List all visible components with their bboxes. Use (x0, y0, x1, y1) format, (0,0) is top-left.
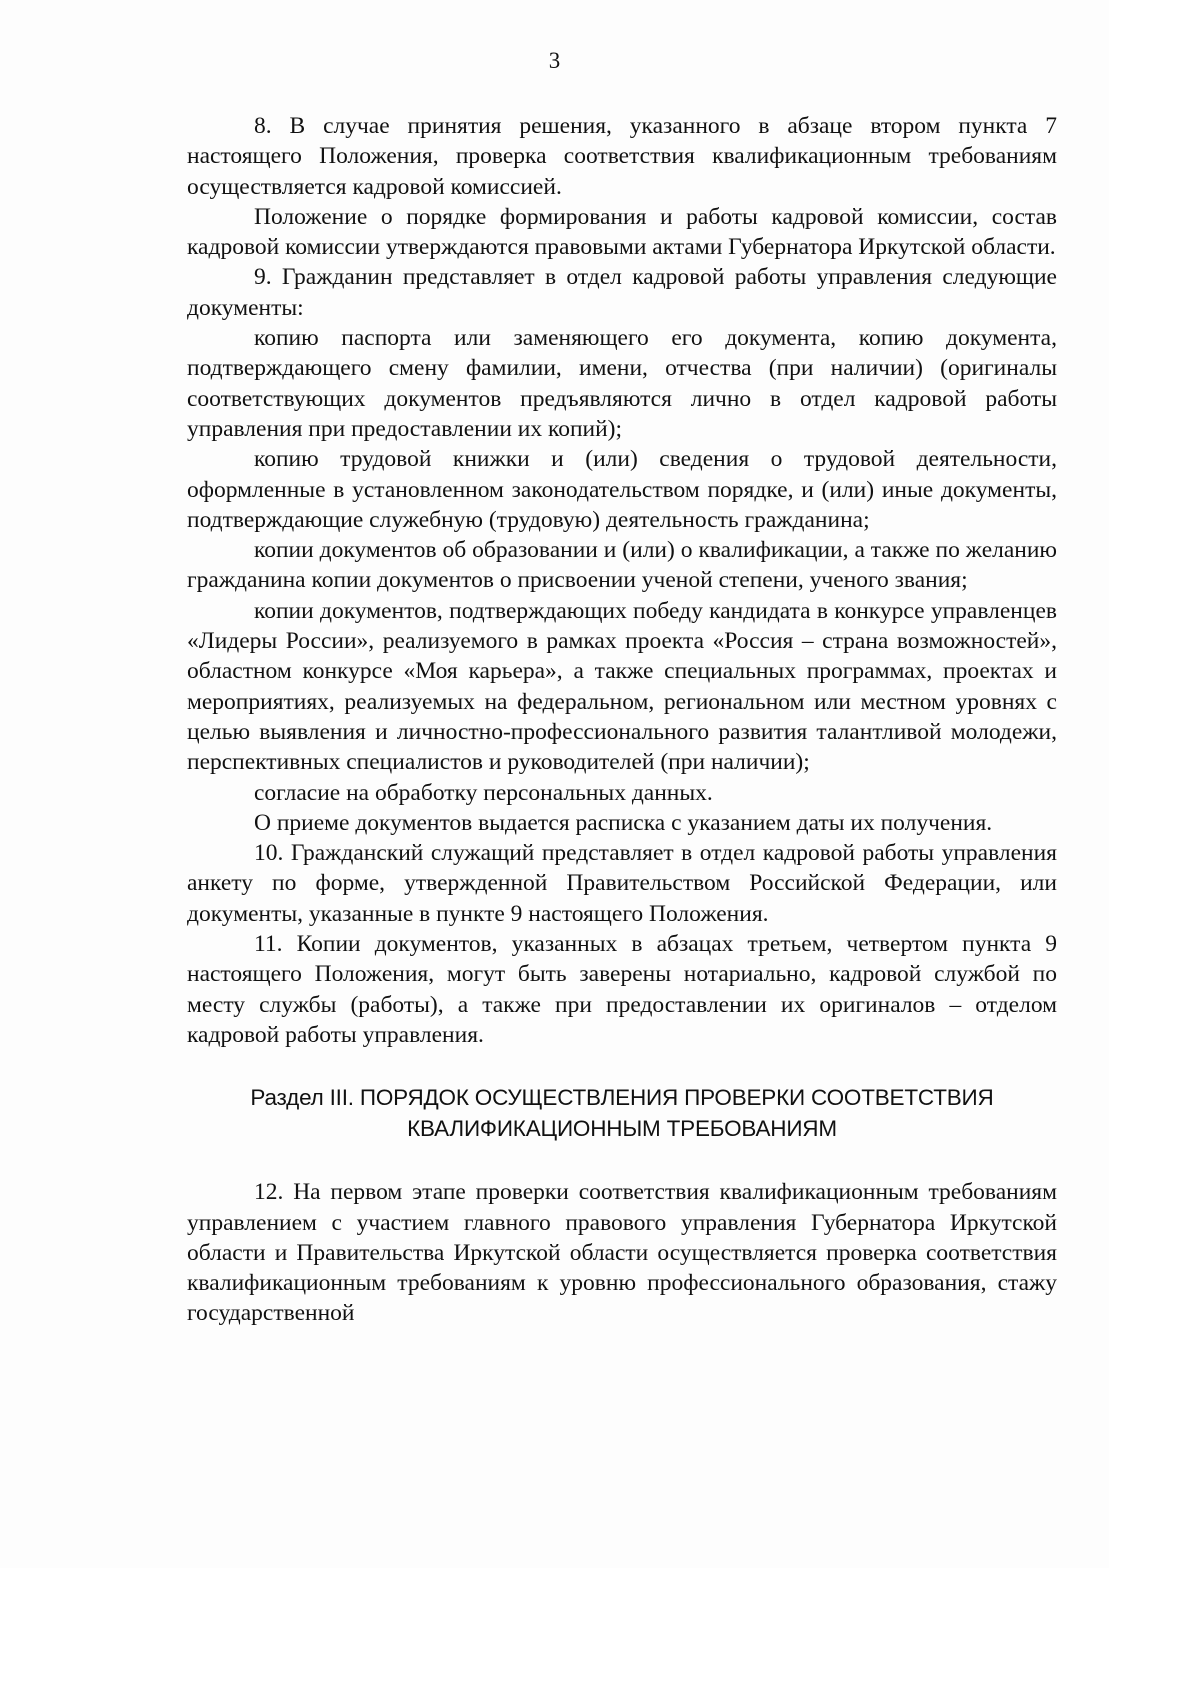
list-item-work-book: копию трудовой книжки и (или) сведения о трудовой деятельности, оформленные в установленном законодательством порядке, и (или) иные документы, подтверждающие служебную (трудовую) деятельность гражданина; (187, 446, 1057, 533)
paragraph-12: 12. На первом этапе проверки соответствия квалификационным требованиям управлением с участием главного правового управления Губернатора Иркутской области и Правительства Иркутской области осуществляется проверка соответствия квалификационным требованиям к уровню профессионального образования, стажу государственной (187, 1179, 1057, 1327)
list-item-contest-docs: копии документов, подтверждающих победу кандидата в конкурсе управленцев «Лидеры России», реализуемого в рамках проекта «Россия – страна возможностей», областном конкурсе «Моя карьера», а также специальных программах, проектах и мероприятиях, реализуемых на федеральном, региональном или местном уровнях с целью выявления и личностно-профессионального развития талантливой молодежи, перспективных специалистов и руководителей (при наличии); (187, 597, 1057, 776)
paragraph-9: 9. Гражданин представляет в отдел кадровой работы управления следующие документы: (187, 264, 1057, 321)
paragraph-8: 8. В случае принятия решения, указанного в абзаце втором пункта 7 настоящего Положения, проверка соответствия квалификационным требованиям осуществляется кадровой комиссией. (187, 113, 1057, 200)
list-item-passport: копию паспорта или заменяющего его документа, копию документа, подтверждающего смену фамилии, имени, отчества (при наличии) (оригиналы соответствующих документов предъявляются лично в отдел кадровой работы управления при предоставлении их копий); (187, 325, 1057, 442)
paragraph-11: 11. Копии документов, указанных в абзацах третьем, четвертом пункта 9 настоящего Положения, могут быть заверены нотариально, кадровой службой по месту службы (работы), а также при предоставлении их оригиналов – отделом кадровой работы управления. (187, 931, 1057, 1048)
paragraph-10: 10. Гражданский служащий представляет в отдел кадровой работы управления анкету по форме, утвержденной Правительством Российской Федерации, или документы, указанные в пункте 9 настоящего Положения. (187, 840, 1057, 927)
section-title-line-1: Раздел III. ПОРЯДОК ОСУЩЕСТВЛЕНИЯ ПРОВЕРКИ СООТВЕТСТВИЯ (250, 1085, 994, 1111)
section-title-line-2: КВАЛИФИКАЦИОННЫМ ТРЕБОВАНИЯМ (407, 1116, 837, 1142)
section-title (187, 1082, 1057, 1144)
document-body (187, 111, 1057, 1329)
paragraph-commission-rules: Положение о порядке формирования и работы кадровой комиссии, состав кадровой комиссии утверждаются правовыми актами Губернатора Иркутской области. (187, 203, 1057, 261)
page-number: 3 (548, 48, 561, 73)
list-item-consent: согласие на обработку персональных данных. (254, 779, 713, 806)
list-item-education: копии документов об образовании и (или) о квалификации, а также по желанию гражданина копии документов о присвоении ученой степени, ученого звания; (187, 537, 1057, 594)
paragraph-receipt: О приеме документов выдается расписка с указанием даты их получения. (254, 809, 993, 836)
